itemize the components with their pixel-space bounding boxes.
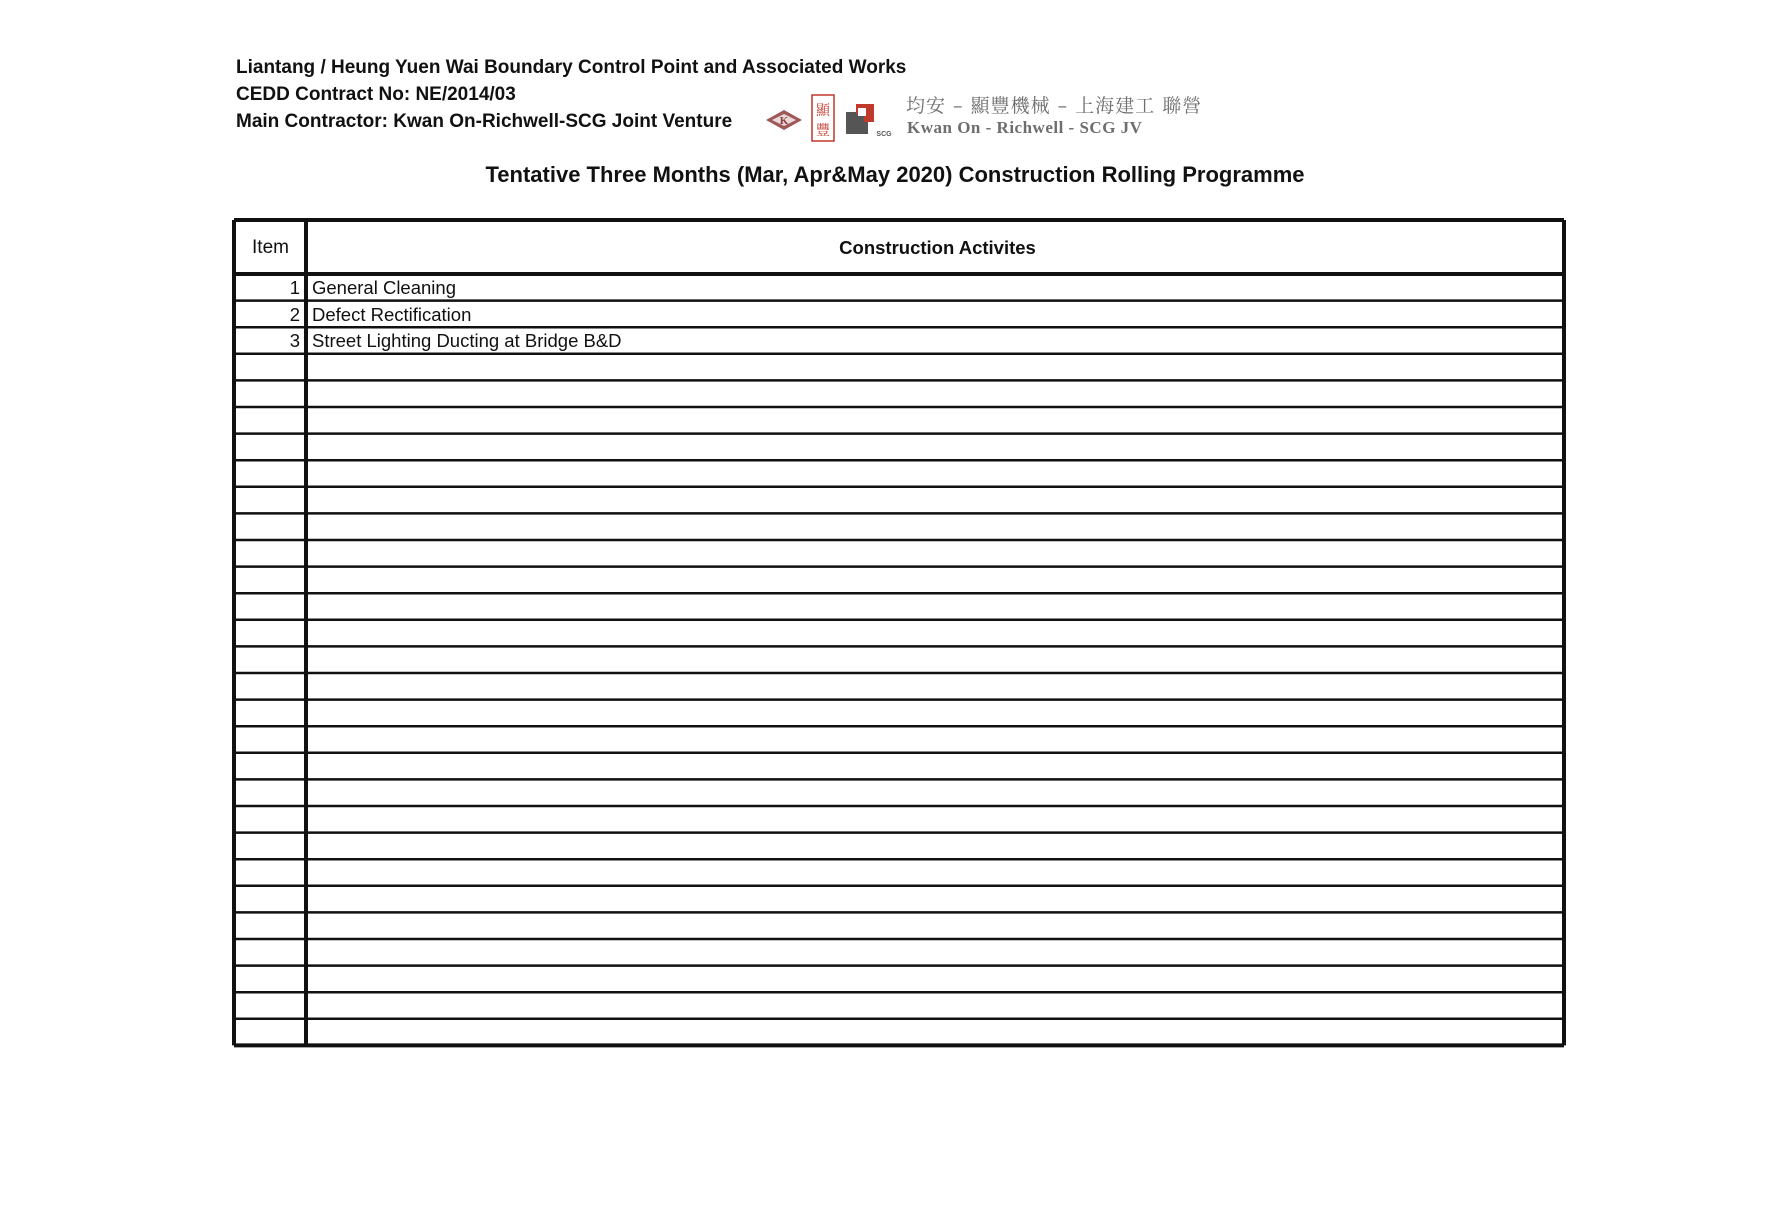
jv-name-english: Kwan On - Richwell - SCG JV [907, 118, 1143, 137]
richwell-logo-icon [812, 95, 834, 141]
contract-number: CEDD Contract No: NE/2014/03 [236, 84, 516, 105]
activity-text: Street Lighting Ducting at Bridge B&D [312, 330, 622, 352]
header-construction-activities: Construction Activites [839, 237, 1036, 258]
item-number: 1 [289, 277, 300, 298]
svg-text:SCG: SCG [876, 131, 892, 138]
svg-text:豐: 豐 [816, 123, 830, 139]
svg-text:顯: 顯 [816, 103, 830, 119]
project-title: Liantang / Heung Yuen Wai Boundary Control Point and Associated Works [236, 57, 907, 78]
activity-text: Defect Rectification [312, 303, 472, 325]
item-number: 2 [289, 303, 300, 325]
svg-text:K: K [779, 115, 789, 127]
header-item: Item [252, 237, 289, 258]
programme-title: Tentative Three Months (Mar, Apr&May 2020) Construction Rolling Programme [485, 162, 1305, 187]
jv-name-chinese: 均安 – 顯豐機械 – 上海建工 聯營 [906, 95, 1203, 117]
rolling-programme-table [232, 218, 1566, 1058]
jv-logo-marks [764, 90, 904, 146]
item-number: 3 [289, 330, 300, 352]
kwan-on-logo-icon [766, 110, 802, 130]
main-contractor: Main Contractor: Kwan On-Richwell-SCG Joint Venture [236, 111, 733, 132]
jv-logo [764, 90, 1234, 146]
scg-logo-icon [846, 104, 892, 138]
activity-text: General Cleaning [312, 277, 456, 298]
